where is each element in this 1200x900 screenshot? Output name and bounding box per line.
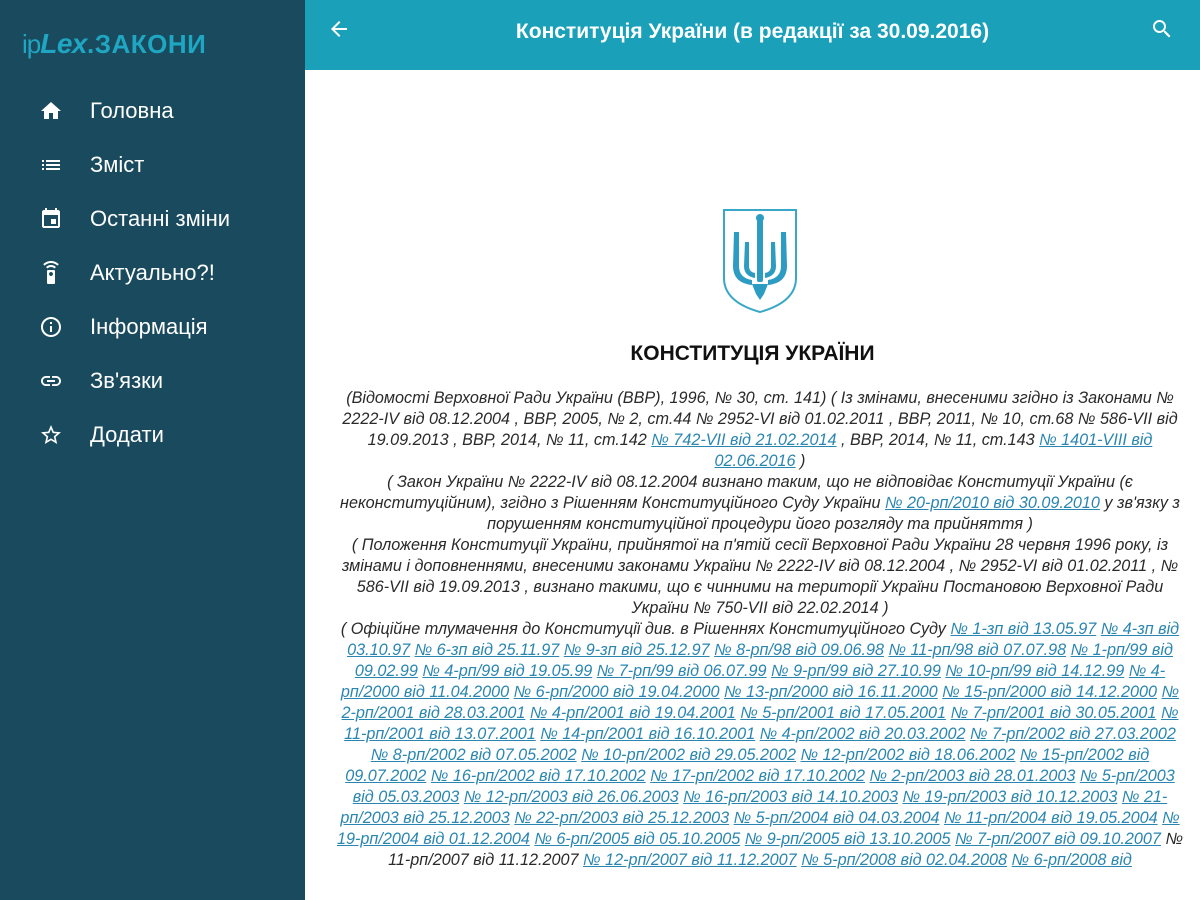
law-link[interactable]: № 742-VII від 21.02.2014 [651, 431, 837, 449]
decision-link[interactable]: № 1-зп від 13.05.97 [950, 620, 1097, 638]
decision-link[interactable]: № 11-рп/98 від 07.07.98 [888, 641, 1067, 659]
decision-link[interactable]: № 2-рп/2001 від 28.03.2001 [341, 683, 1180, 722]
sidebar-item-recent-changes[interactable] [0, 192, 305, 246]
sidebar-item-add[interactable] [0, 408, 305, 462]
text-segment: у зв'язку з порушенням конституційної процедури його розгляду та прийняття ) [487, 494, 1180, 533]
sidebar-item-home[interactable] [0, 84, 305, 138]
star-icon [38, 422, 64, 448]
decision-link[interactable]: № 21-рп/2003 від 25.12.2003 [340, 788, 1168, 827]
sidebar-item-label: Останні зміни [90, 206, 231, 231]
decision-link[interactable]: № 19-рп/2004 від 01.12.2004 [337, 809, 1180, 848]
decision-link[interactable]: № 10-рп/2002 від 29.05.2002 [581, 746, 796, 764]
sidebar [0, 0, 305, 900]
decision-link[interactable]: № 10-рп/99 від 14.12.99 [945, 662, 1125, 680]
document-title: КОНСТИТУЦІЯ УКРАЇНИ [630, 342, 875, 365]
sidebar-nav [0, 84, 305, 462]
sidebar-item-label: Актуально?! [90, 260, 215, 285]
law-link[interactable]: № 1401-VIII від 02.06.2016 [714, 431, 1153, 470]
decision-plain-text: № 11-рп/2007 від 11.12.2007 [388, 830, 1183, 869]
sidebar-item-information[interactable] [0, 300, 305, 354]
decision-link[interactable]: № 12-рп/2003 від 26.06.2003 [463, 788, 679, 806]
decision-link[interactable]: № 5-рп/2003 від 05.03.2003 [352, 767, 1175, 806]
link-icon [38, 368, 64, 394]
search-icon [1150, 17, 1174, 41]
sidebar-item-links[interactable] [0, 354, 305, 408]
decision-link[interactable]: № 16-рп/2002 від 17.10.2002 [430, 767, 646, 785]
decision-link[interactable]: № 9-рп/99 від 27.10.99 [771, 662, 941, 680]
validity-note-paragraph: ( Положення Конституції України, прийнятої на п'ятій сесії Верховної Ради України 28 червня 1996 року, із змінами і доповненнями, внесеними законами України № 2222-IV від 08.12.2004 , № 2952-VI від 01.02.2011 , № 586-VII від 19.09.2013 , визнано такими, що є чинними на території України Постановою Верховної Ради України № 750-VII від 22.02.2014 ) [341, 536, 1179, 617]
decision-link[interactable]: № 5-рп/2004 від 04.03.2004 [733, 809, 940, 827]
sidebar-item-label: Інформація [90, 314, 208, 339]
decision-link[interactable]: № 14-рп/2001 від 16.10.2001 [540, 725, 756, 743]
decision-link[interactable]: № 13-рп/2000 від 16.11.2000 [724, 683, 938, 701]
decision-link[interactable]: № 22-рп/2003 від 25.12.2003 [514, 809, 730, 827]
sidebar-item-label: Головна [90, 98, 174, 123]
info-icon [38, 314, 64, 340]
sidebar-item-contents[interactable] [0, 138, 305, 192]
decision-link[interactable]: № 11-рп/2001 від 13.07.2001 [344, 704, 1179, 743]
home-icon [38, 98, 64, 124]
decision-link[interactable]: № 17-рп/2002 від 17.10.2002 [650, 767, 866, 785]
decision-link[interactable]: № 5-рп/2001 від 17.05.2001 [740, 704, 947, 722]
sidebar-item-label: Зв'язки [90, 368, 164, 393]
decision-link[interactable]: № 4-рп/2002 від 20.03.2002 [759, 725, 966, 743]
decision-link[interactable]: № 4-рп/99 від 19.05.99 [422, 662, 593, 680]
logo-ip: ip [22, 28, 41, 59]
decision-link[interactable]: № 6-рп/2008 від [1011, 851, 1132, 869]
interpretation-paragraph [337, 619, 1183, 871]
unconstitutional-note-paragraph [337, 472, 1183, 535]
decision-link[interactable]: № 1-рп/99 від 09.02.99 [354, 641, 1173, 680]
decision-link[interactable]: № 8-рп/98 від 09.06.98 [714, 641, 884, 659]
decision-link[interactable]: № 9-рп/2005 від 13.10.2005 [744, 830, 951, 848]
publication-info-paragraph [337, 388, 1183, 472]
decision-link[interactable]: № 7-рп/2001 від 30.05.2001 [950, 704, 1157, 722]
document-view[interactable] [305, 70, 1200, 900]
decision-link[interactable]: № 19-рп/2003 від 10.12.2003 [902, 788, 1118, 806]
decision-link[interactable]: № 2-рп/2003 від 28.01.2003 [869, 767, 1076, 785]
decision-link[interactable]: № 7-рп/2007 від 09.10.2007 [955, 830, 1161, 848]
decision-link[interactable]: № 9-зп від 25.12.97 [563, 641, 710, 659]
decision-link[interactable]: № 16-рп/2003 від 14.10.2003 [683, 788, 898, 806]
text-segment: ( Офіційне тлумачення до Конституції див. в Рішеннях Конституційного Суду [340, 620, 951, 638]
decision-link[interactable]: № 12-рп/2007 від 11.12.2007 [583, 851, 797, 869]
text-segment: ) [795, 452, 806, 470]
text-segment: , ВВР, 2014, № 11, ст.143 [836, 431, 1040, 449]
text-segment: ( Закон України № 2222-IV від 08.12.2004 визнано таким, що не відповідає Конституції України (є неконституційним), згідно з Рішенням Конституційного Суду України [340, 473, 1133, 512]
calendar-icon [38, 206, 64, 232]
decision-link[interactable]: № 6-рп/2000 від 19.04.2000 [513, 683, 720, 701]
document-body [337, 388, 1183, 871]
logo-lex: Lex [40, 28, 87, 59]
app-logo[interactable] [22, 24, 206, 64]
decision-link[interactable]: № 6-рп/2005 від 05.10.2005 [534, 830, 741, 848]
text-segment: (Відомості Верховної Ради України (ВВР), 1996, № 30, ст. 141) ( Із змінами, внесеними згідно із Законами № 2222-IV від 08.12.2004 , ВВР, 2005, № 2, ст.44 № 2952-VI від 01.02.2011 , ВВР, 2011, № 10, ст.68 № 586-VII від 19.09.2013 , ВВР, 2014, № 11, ст.142 [342, 389, 1178, 449]
logo-zakony: .ЗАКОНИ [87, 28, 207, 59]
decision-link[interactable]: № 6-зп від 25.11.97 [414, 641, 560, 659]
decision-link[interactable]: № 8-рп/2002 від 07.05.2002 [370, 746, 577, 764]
sidebar-item-actual[interactable] [0, 246, 305, 300]
decision-link[interactable]: № 7-рп/2002 від 27.03.2002 [969, 725, 1176, 743]
decision-link[interactable]: № 15-рп/2002 від 09.07.2002 [345, 746, 1150, 785]
decision-link[interactable]: № 12-рп/2002 від 18.06.2002 [800, 746, 1016, 764]
decision-link[interactable]: № 20-рп/2010 від 30.09.2010 [885, 494, 1100, 512]
decision-link[interactable]: № 4-зп від 03.10.97 [347, 620, 1180, 659]
decision-link[interactable]: № 4-рп/2000 від 11.04.2000 [340, 662, 1166, 701]
decision-link[interactable]: № 5-рп/2008 від 02.04.2008 [801, 851, 1008, 869]
search-button[interactable] [1150, 17, 1178, 45]
page-title: Конституція України (в редакції за 30.09.2016) [515, 20, 990, 43]
list-icon [38, 152, 64, 178]
decision-link[interactable]: № 4-рп/2001 від 19.04.2001 [529, 704, 736, 722]
coat-of-arms-emblem [722, 208, 798, 314]
sidebar-item-label: Додати [90, 422, 164, 447]
top-app-bar [305, 0, 1200, 70]
remote-icon [38, 260, 64, 286]
decision-link[interactable]: № 7-рп/99 від 06.07.99 [596, 662, 767, 680]
sidebar-item-label: Зміст [90, 152, 145, 177]
decision-link[interactable]: № 15-рп/2000 від 14.12.2000 [942, 683, 1158, 701]
decision-link[interactable]: № 11-рп/2004 від 19.05.2004 [943, 809, 1158, 827]
